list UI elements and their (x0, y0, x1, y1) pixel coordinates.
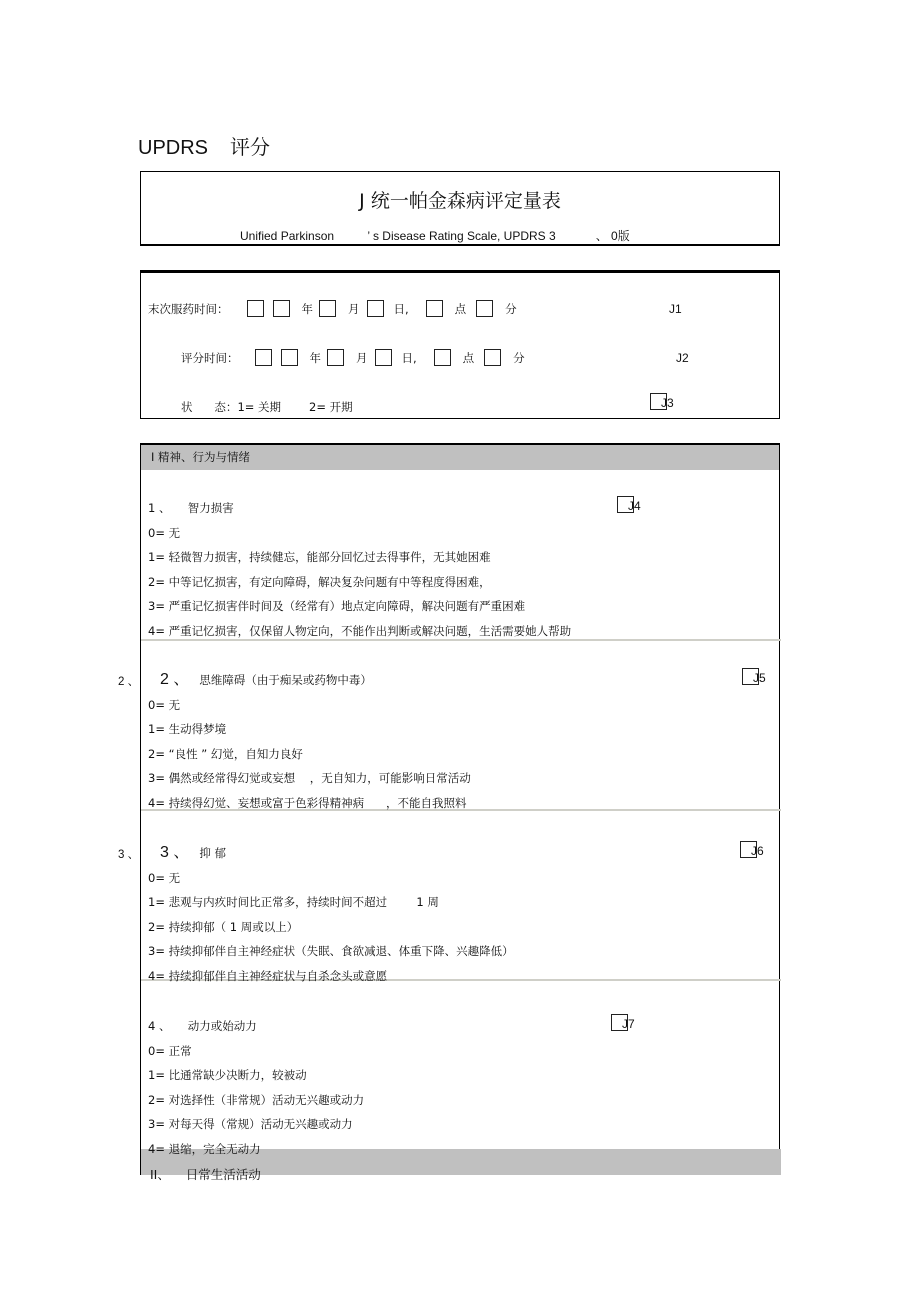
option-2: 2= 对选择性（非常规）活动无兴趣或动力 (148, 1092, 365, 1107)
outer-item-number: 2 、 (118, 676, 140, 688)
code-j1: J1 (669, 302, 682, 316)
option-0: 0= 正常 (148, 1043, 192, 1058)
code-j2: J2 (676, 351, 689, 365)
option-0: 0= 无 (148, 525, 181, 540)
hour-box[interactable] (434, 349, 451, 366)
item-title: 抑 郁 (199, 846, 227, 860)
document-title (138, 131, 270, 160)
scale-title: J 统一帕金森病评定量表 (359, 190, 561, 212)
minute-unit: 分 (505, 301, 517, 316)
day-box[interactable] (375, 349, 392, 366)
month-box[interactable] (327, 349, 344, 366)
score-field[interactable] (742, 668, 766, 685)
option-2: 2= “良性 ” 幻觉，自知力良好 (148, 746, 303, 761)
day-unit: 日, (393, 301, 409, 316)
title-cn: 评分 (230, 137, 271, 159)
year-box-1[interactable] (247, 300, 264, 317)
last-dose-label: 末次服药时间： (148, 301, 229, 316)
hour-unit: 点 (454, 301, 467, 316)
option-0: 0= 无 (148, 697, 181, 712)
option-4: 4= 持续得幻觉、妄想或富于色彩得精神病 ，不能自我照料 (148, 795, 467, 810)
option-1: 1= 比通常缺少决断力，较被动 (148, 1068, 307, 1082)
item-code: J4 (628, 499, 641, 513)
rating-item (148, 1014, 364, 1161)
option-3: 3= 对每天得（常规）活动无兴趣或动力 (148, 1117, 353, 1131)
item-number: 1 、 (148, 501, 178, 515)
option-2: 2= 中等记忆损害，有定向障碍，解决复杂问题有中等程度得困难， (148, 574, 491, 589)
item-number: 2 、 (160, 671, 190, 688)
minute-box[interactable] (484, 349, 501, 366)
option-4: 4= 持续抑郁伴自主神经症状与自杀念头或意愿 (148, 968, 388, 983)
item-number: 4 、 (148, 1019, 178, 1033)
month-unit: 月 (348, 301, 360, 316)
day-unit: 日, (401, 350, 417, 365)
option-3: 3= 偶然或经常得幻觉或妄想 ，无自知力，可能影响日常活动 (148, 771, 471, 785)
title-en: UPDRS (138, 137, 209, 159)
year-box-1[interactable] (255, 349, 272, 366)
header-box (140, 171, 780, 246)
state-label: 状 态： (181, 400, 238, 414)
rating-label: 评分时间： (181, 350, 239, 365)
month-box[interactable] (319, 300, 336, 317)
item-number: 3 、 (160, 844, 190, 861)
state-row (181, 399, 353, 415)
item-title: 动力或始动力 (187, 1019, 257, 1033)
item-heading (148, 841, 514, 866)
code-j3: J3 (661, 396, 674, 410)
year-box-2[interactable] (281, 349, 298, 366)
option-1: 1= 悲观与内疚时间比正常多，持续时间不超过 1 周 (148, 895, 439, 909)
option-3: 3= 持续抑郁伴自主神经症状（失眠、食欲减退、体重下降、兴趣降低） (148, 944, 514, 958)
option-1: 1= 生动得梦境 (148, 722, 227, 736)
rating-item (148, 841, 514, 988)
minute-box[interactable] (476, 300, 493, 317)
option-1: 1= 轻微智力损害，持续健忘，能部分回忆过去得事件，无其她困难 (148, 550, 491, 564)
item-heading (148, 668, 471, 693)
rating-time-row (181, 349, 525, 366)
rating-item (148, 668, 471, 815)
hour-unit: 点 (462, 350, 475, 365)
option-4: 4= 严重记忆损害，仅保留人物定向，不能作出判断或解决问题，生活需要她人帮助 (148, 623, 572, 638)
minute-unit: 分 (513, 350, 525, 365)
state-option-on: 2= 开期 (309, 400, 353, 414)
rating-item (148, 496, 571, 643)
hour-box[interactable] (426, 300, 443, 317)
item-code: J7 (622, 1017, 635, 1031)
year-unit: 年 (301, 301, 313, 316)
item-code: J5 (753, 671, 766, 685)
option-4: 4= 退缩，完全无动力 (148, 1141, 261, 1156)
state-field[interactable] (650, 393, 674, 410)
section-1-header: Ⅰ 精神、行为与情绪 (141, 445, 779, 470)
state-option-off: 1= 关期 (237, 400, 282, 414)
option-3: 3= 严重记忆损害伴时间及（经常有）地点定向障碍，解决问题有严重困难 (148, 599, 526, 613)
option-2: 2= 持续抑郁（ 1 周或以上） (148, 919, 299, 934)
item-heading (148, 1014, 364, 1039)
outer-item-number: 3 、 (118, 849, 140, 861)
score-field[interactable] (740, 841, 764, 858)
option-0: 0= 无 (148, 870, 181, 885)
item-title: 智力损害 (187, 501, 234, 515)
scale-subtitle: Unified Parkinson ’ s Disease Rating Scale, UPDRS 3 、 0版 (240, 229, 630, 243)
year-unit: 年 (309, 350, 321, 365)
last-dose-time-row (148, 300, 517, 317)
year-box-2[interactable] (273, 300, 290, 317)
month-unit: 月 (356, 350, 368, 365)
score-field[interactable] (611, 1014, 635, 1031)
day-box[interactable] (367, 300, 384, 317)
time-box (140, 270, 780, 419)
score-field[interactable] (617, 496, 641, 513)
section-2-header: II、 日常生活活动 (150, 1167, 261, 1182)
item-title: 思维障碍（由于痴呆或药物中毒） (199, 673, 372, 687)
item-code: J6 (751, 844, 764, 858)
item-heading (148, 496, 571, 521)
